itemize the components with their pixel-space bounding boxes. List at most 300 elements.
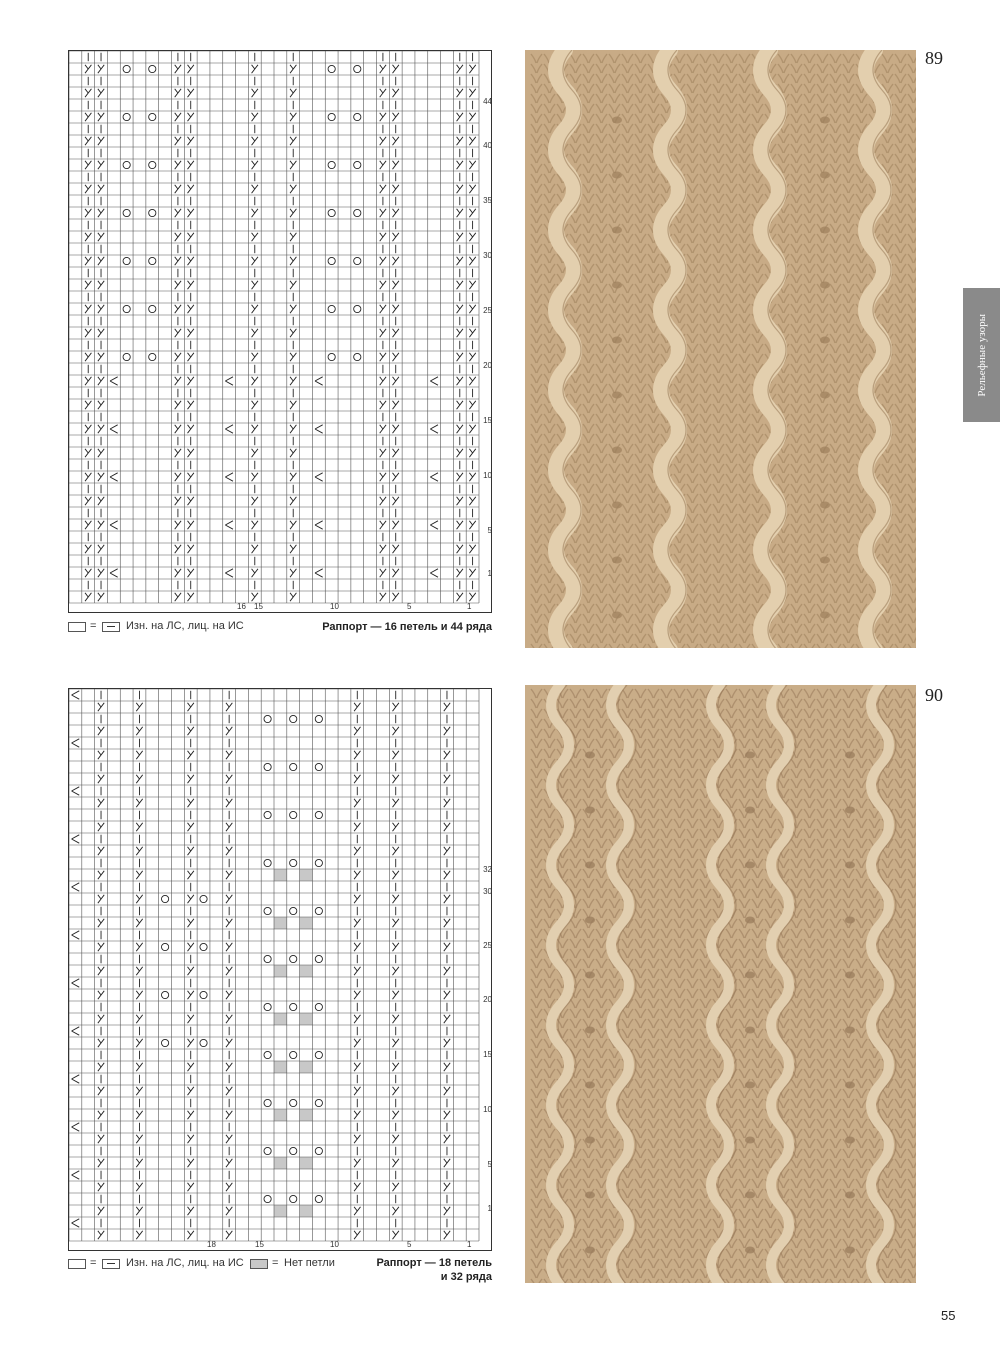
eyelet — [612, 502, 622, 509]
twisted-stitch-symbol — [393, 401, 399, 409]
twisted-stitch-symbol — [136, 847, 142, 855]
twisted-stitch-symbol — [354, 1159, 360, 1167]
twisted-stitch-symbol — [252, 257, 258, 265]
yarn-over-symbol — [290, 763, 297, 770]
eyelet — [585, 1027, 595, 1034]
twisted-stitch-symbol — [136, 1159, 142, 1167]
twisted-stitch-symbol — [175, 257, 181, 265]
twisted-stitch-symbol — [457, 137, 463, 145]
twisted-stitch-symbol — [380, 209, 386, 217]
twisted-stitch-symbol — [98, 257, 104, 265]
yarn-over-symbol — [315, 811, 322, 818]
twisted-stitch-symbol — [252, 161, 258, 169]
eyelet — [745, 1082, 755, 1089]
twisted-stitch-symbol — [444, 1231, 450, 1239]
twisted-stitch-symbol — [469, 497, 475, 505]
knitting-chart-90 — [68, 688, 492, 1251]
yarn-over-symbol — [264, 811, 271, 818]
twisted-stitch-symbol — [98, 1039, 104, 1047]
twisted-stitch-symbol — [136, 727, 142, 735]
eyelet — [845, 1082, 855, 1089]
twisted-stitch-symbol — [380, 593, 386, 601]
twisted-stitch-symbol — [469, 161, 475, 169]
eyelet — [585, 917, 595, 924]
twisted-stitch-symbol — [98, 919, 104, 927]
twisted-stitch-symbol — [469, 401, 475, 409]
twisted-stitch-symbol — [85, 257, 91, 265]
twisted-stitch-symbol — [393, 113, 399, 121]
no-stitch-cell — [300, 917, 313, 929]
decrease-symbol — [72, 1171, 80, 1179]
twisted-stitch-symbol — [380, 137, 386, 145]
twisted-stitch-symbol — [85, 161, 91, 169]
twisted-stitch-symbol — [85, 113, 91, 121]
twisted-stitch-symbol — [393, 703, 399, 711]
twisted-stitch-symbol — [188, 991, 194, 999]
twisted-stitch-symbol — [188, 353, 194, 361]
no-stitch-cell — [274, 1205, 287, 1217]
twisted-stitch-symbol — [457, 161, 463, 169]
yarn-over-symbol — [328, 113, 335, 120]
twisted-stitch-symbol — [98, 775, 104, 783]
decrease-symbol — [315, 569, 323, 577]
twisted-stitch-symbol — [136, 823, 142, 831]
twisted-stitch-symbol — [252, 305, 258, 313]
twisted-stitch-symbol — [393, 305, 399, 313]
twisted-stitch-symbol — [136, 871, 142, 879]
row-number: 20 — [483, 995, 492, 1004]
twisted-stitch-symbol — [393, 1135, 399, 1143]
rapport-89: Раппорт — 16 петель и 44 ряда — [322, 621, 492, 633]
twisted-stitch-symbol — [393, 1039, 399, 1047]
yarn-over-symbol — [149, 305, 156, 312]
twisted-stitch-symbol — [188, 233, 194, 241]
twisted-stitch-symbol — [393, 185, 399, 193]
no-stitch-cell — [300, 1013, 313, 1025]
twisted-stitch-symbol — [98, 401, 104, 409]
twisted-stitch-symbol — [175, 377, 181, 385]
twisted-stitch-symbol — [393, 943, 399, 951]
yarn-over-symbol — [328, 65, 335, 72]
twisted-stitch-symbol — [457, 401, 463, 409]
twisted-stitch-symbol — [457, 185, 463, 193]
twisted-stitch-symbol — [98, 425, 104, 433]
twisted-stitch-symbol — [469, 521, 475, 529]
twisted-stitch-symbol — [226, 1015, 232, 1023]
twisted-stitch-symbol — [188, 377, 194, 385]
yarn-over-symbol — [123, 65, 130, 72]
decrease-symbol — [430, 377, 438, 385]
twisted-stitch-symbol — [136, 751, 142, 759]
twisted-stitch-symbol — [188, 401, 194, 409]
twisted-stitch-symbol — [393, 377, 399, 385]
row-number: 15 — [483, 416, 492, 425]
twisted-stitch-symbol — [354, 1231, 360, 1239]
yarn-over-symbol — [315, 907, 322, 914]
yarn-over-symbol — [290, 859, 297, 866]
twisted-stitch-symbol — [175, 569, 181, 577]
twisted-stitch-symbol — [98, 209, 104, 217]
twisted-stitch-symbol — [188, 521, 194, 529]
twisted-stitch-symbol — [226, 1111, 232, 1119]
twisted-stitch-symbol — [98, 497, 104, 505]
yarn-over-symbol — [149, 257, 156, 264]
legend-equals: = — [272, 1257, 279, 1269]
twisted-stitch-symbol — [136, 919, 142, 927]
twisted-stitch-symbol — [393, 967, 399, 975]
yarn-over-symbol — [354, 161, 361, 168]
column-number: 5 — [407, 602, 412, 611]
yarn-over-symbol — [264, 907, 271, 914]
twisted-stitch-symbol — [380, 305, 386, 313]
twisted-stitch-symbol — [457, 329, 463, 337]
legend-blank-swatch — [68, 1259, 86, 1269]
twisted-stitch-symbol — [252, 545, 258, 553]
twisted-stitch-symbol — [457, 449, 463, 457]
twisted-stitch-symbol — [393, 1207, 399, 1215]
twisted-stitch-symbol — [175, 401, 181, 409]
twisted-stitch-symbol — [393, 497, 399, 505]
decrease-symbol — [72, 931, 80, 939]
twisted-stitch-symbol — [444, 871, 450, 879]
twisted-stitch-symbol — [354, 919, 360, 927]
eyelet — [745, 1192, 755, 1199]
twisted-stitch-symbol — [98, 1159, 104, 1167]
eyelet — [585, 752, 595, 759]
twisted-stitch-symbol — [188, 1231, 194, 1239]
twisted-stitch-symbol — [469, 569, 475, 577]
twisted-stitch-symbol — [226, 799, 232, 807]
twisted-stitch-symbol — [85, 377, 91, 385]
twisted-stitch-symbol — [175, 521, 181, 529]
twisted-stitch-symbol — [188, 329, 194, 337]
yarn-over-symbol — [149, 353, 156, 360]
twisted-stitch-symbol — [469, 353, 475, 361]
twisted-stitch-symbol — [393, 425, 399, 433]
row-number: 5 — [487, 1160, 492, 1169]
twisted-stitch-symbol — [98, 703, 104, 711]
twisted-stitch-symbol — [393, 919, 399, 927]
eyelet — [585, 807, 595, 814]
twisted-stitch-symbol — [175, 593, 181, 601]
knit-texture-89 — [525, 50, 916, 648]
twisted-stitch-symbol — [354, 727, 360, 735]
twisted-stitch-symbol — [290, 497, 296, 505]
twisted-stitch-symbol — [188, 473, 194, 481]
twisted-stitch-symbol — [290, 161, 296, 169]
twisted-stitch-symbol — [290, 209, 296, 217]
yarn-over-symbol — [264, 955, 271, 962]
eyelet — [585, 1247, 595, 1254]
twisted-stitch-symbol — [188, 449, 194, 457]
yarn-over-symbol — [328, 353, 335, 360]
twisted-stitch-symbol — [85, 497, 91, 505]
decrease-symbol — [110, 377, 118, 385]
twisted-stitch-symbol — [98, 89, 104, 97]
eyelet — [820, 447, 830, 454]
twisted-stitch-symbol — [175, 233, 181, 241]
twisted-stitch-symbol — [380, 329, 386, 337]
twisted-stitch-symbol — [457, 65, 463, 73]
twisted-stitch-symbol — [85, 305, 91, 313]
twisted-stitch-symbol — [393, 1063, 399, 1071]
twisted-stitch-symbol — [252, 401, 258, 409]
twisted-stitch-symbol — [393, 521, 399, 529]
column-number: 18 — [207, 1240, 216, 1249]
yarn-over-symbol — [328, 161, 335, 168]
yarn-over-symbol — [315, 1051, 322, 1058]
twisted-stitch-symbol — [98, 967, 104, 975]
twisted-stitch-symbol — [85, 593, 91, 601]
twisted-stitch-symbol — [393, 1159, 399, 1167]
twisted-stitch-symbol — [188, 1135, 194, 1143]
decrease-symbol — [72, 1027, 80, 1035]
no-stitch-cell — [274, 1157, 287, 1169]
twisted-stitch-symbol — [457, 281, 463, 289]
decrease-symbol — [72, 691, 80, 699]
twisted-stitch-symbol — [444, 751, 450, 759]
yarn-over-symbol — [354, 65, 361, 72]
twisted-stitch-symbol — [175, 185, 181, 193]
row-number: 30 — [483, 251, 492, 260]
no-stitch-cell — [300, 869, 313, 881]
no-stitch-cell — [300, 1109, 313, 1121]
yarn-over-symbol — [264, 1195, 271, 1202]
yarn-over-symbol — [315, 1147, 322, 1154]
decrease-symbol — [225, 569, 233, 577]
yarn-over-symbol — [354, 305, 361, 312]
twisted-stitch-symbol — [85, 569, 91, 577]
twisted-stitch-symbol — [98, 521, 104, 529]
twisted-stitch-symbol — [354, 823, 360, 831]
section-tab — [963, 288, 1000, 422]
twisted-stitch-symbol — [354, 775, 360, 783]
twisted-stitch-symbol — [188, 1039, 194, 1047]
twisted-stitch-symbol — [457, 209, 463, 217]
twisted-stitch-symbol — [354, 799, 360, 807]
decrease-symbol — [72, 787, 80, 795]
yarn-over-symbol — [315, 1099, 322, 1106]
twisted-stitch-symbol — [136, 1231, 142, 1239]
yarn-over-symbol — [161, 895, 168, 902]
page-number: 55 — [941, 1308, 956, 1323]
chart-grid-90 — [69, 689, 493, 1252]
column-number: 5 — [407, 1240, 412, 1249]
eyelet — [585, 972, 595, 979]
twisted-stitch-symbol — [380, 545, 386, 553]
twisted-stitch-symbol — [188, 209, 194, 217]
twisted-stitch-symbol — [393, 473, 399, 481]
eyelet — [612, 117, 622, 124]
twisted-stitch-symbol — [380, 401, 386, 409]
yarn-over-symbol — [354, 257, 361, 264]
twisted-stitch-symbol — [444, 1183, 450, 1191]
pattern-number-90: 90 — [925, 685, 943, 705]
yarn-over-symbol — [123, 353, 130, 360]
eyelet — [745, 972, 755, 979]
yarn-over-symbol — [123, 113, 130, 120]
twisted-stitch-symbol — [85, 425, 91, 433]
twisted-stitch-symbol — [457, 425, 463, 433]
yarn-over-symbol — [123, 305, 130, 312]
no-stitch-cell — [274, 965, 287, 977]
decrease-symbol — [72, 739, 80, 747]
yarn-over-symbol — [149, 113, 156, 120]
legend-purl-text: Изн. на ЛС, лиц. на ИС — [126, 620, 244, 632]
no-stitch-cell — [274, 1061, 287, 1073]
twisted-stitch-symbol — [469, 113, 475, 121]
twisted-stitch-symbol — [252, 425, 258, 433]
twisted-stitch-symbol — [444, 919, 450, 927]
eyelet — [612, 282, 622, 289]
twisted-stitch-symbol — [290, 473, 296, 481]
column-number: 1 — [467, 1240, 472, 1249]
twisted-stitch-symbol — [380, 65, 386, 73]
twisted-stitch-symbol — [252, 185, 258, 193]
eyelet — [845, 807, 855, 814]
legend-equals: = — [90, 620, 97, 632]
yarn-over-symbol — [315, 1195, 322, 1202]
yarn-over-symbol — [290, 1195, 297, 1202]
decrease-symbol — [430, 473, 438, 481]
twisted-stitch-symbol — [175, 281, 181, 289]
knitting-chart-89 — [68, 50, 492, 613]
twisted-stitch-symbol — [469, 329, 475, 337]
twisted-stitch-symbol — [290, 449, 296, 457]
twisted-stitch-symbol — [457, 521, 463, 529]
yarn-over-symbol — [290, 811, 297, 818]
twisted-stitch-symbol — [85, 401, 91, 409]
twisted-stitch-symbol — [188, 799, 194, 807]
twisted-stitch-symbol — [188, 113, 194, 121]
twisted-stitch-symbol — [226, 1087, 232, 1095]
eyelet — [820, 172, 830, 179]
yarn-over-symbol — [290, 1051, 297, 1058]
decrease-symbol — [72, 835, 80, 843]
twisted-stitch-symbol — [136, 775, 142, 783]
row-number: 30 — [483, 887, 492, 896]
twisted-stitch-symbol — [175, 113, 181, 121]
twisted-stitch-symbol — [188, 823, 194, 831]
yarn-over-symbol — [264, 715, 271, 722]
yarn-over-symbol — [264, 859, 271, 866]
twisted-stitch-symbol — [226, 703, 232, 711]
twisted-stitch-symbol — [188, 593, 194, 601]
twisted-stitch-symbol — [226, 1063, 232, 1071]
row-number: 10 — [483, 471, 492, 480]
twisted-stitch-symbol — [393, 545, 399, 553]
twisted-stitch-symbol — [188, 1207, 194, 1215]
twisted-stitch-symbol — [457, 473, 463, 481]
twisted-stitch-symbol — [226, 847, 232, 855]
twisted-stitch-symbol — [85, 65, 91, 73]
twisted-stitch-symbol — [252, 329, 258, 337]
eyelet — [820, 282, 830, 289]
column-number: 1 — [467, 602, 472, 611]
eyelet — [612, 172, 622, 179]
twisted-stitch-symbol — [85, 281, 91, 289]
twisted-stitch-symbol — [444, 1207, 450, 1215]
decrease-symbol — [225, 521, 233, 529]
decrease-symbol — [225, 425, 233, 433]
yarn-over-symbol — [161, 1039, 168, 1046]
twisted-stitch-symbol — [354, 703, 360, 711]
twisted-stitch-symbol — [354, 1039, 360, 1047]
twisted-stitch-symbol — [98, 1135, 104, 1143]
twisted-stitch-symbol — [354, 967, 360, 975]
twisted-stitch-symbol — [136, 1111, 142, 1119]
twisted-stitch-symbol — [136, 967, 142, 975]
twisted-stitch-symbol — [290, 329, 296, 337]
twisted-stitch-symbol — [354, 1207, 360, 1215]
decrease-symbol — [225, 377, 233, 385]
decrease-symbol — [430, 569, 438, 577]
twisted-stitch-symbol — [85, 521, 91, 529]
twisted-stitch-symbol — [354, 1135, 360, 1143]
no-stitch-cell — [300, 965, 313, 977]
twisted-stitch-symbol — [290, 257, 296, 265]
twisted-stitch-symbol — [354, 1111, 360, 1119]
no-stitch-cell — [300, 1157, 313, 1169]
column-number: 10 — [330, 602, 339, 611]
twisted-stitch-symbol — [136, 1087, 142, 1095]
twisted-stitch-symbol — [469, 377, 475, 385]
twisted-stitch-symbol — [290, 545, 296, 553]
twisted-stitch-symbol — [136, 895, 142, 903]
twisted-stitch-symbol — [98, 377, 104, 385]
twisted-stitch-symbol — [226, 991, 232, 999]
row-number: 35 — [483, 196, 492, 205]
twisted-stitch-symbol — [393, 89, 399, 97]
yarn-over-symbol — [200, 895, 207, 902]
eyelet — [820, 612, 830, 619]
twisted-stitch-symbol — [393, 209, 399, 217]
yarn-over-symbol — [123, 209, 130, 216]
twisted-stitch-symbol — [457, 497, 463, 505]
row-number: 1 — [487, 569, 492, 578]
twisted-stitch-symbol — [85, 209, 91, 217]
twisted-stitch-symbol — [226, 919, 232, 927]
column-number: 15 — [255, 1240, 264, 1249]
twisted-stitch-symbol — [175, 449, 181, 457]
twisted-stitch-symbol — [380, 257, 386, 265]
row-number: 10 — [483, 1105, 492, 1114]
twisted-stitch-symbol — [469, 257, 475, 265]
knit-sample-photo-89 — [525, 50, 916, 648]
decrease-symbol — [72, 1219, 80, 1227]
twisted-stitch-symbol — [290, 377, 296, 385]
twisted-stitch-symbol — [393, 727, 399, 735]
twisted-stitch-symbol — [98, 751, 104, 759]
twisted-stitch-symbol — [380, 353, 386, 361]
twisted-stitch-symbol — [444, 991, 450, 999]
yarn-over-symbol — [149, 161, 156, 168]
twisted-stitch-symbol — [380, 425, 386, 433]
twisted-stitch-symbol — [98, 1015, 104, 1023]
twisted-stitch-symbol — [188, 257, 194, 265]
eyelet — [612, 557, 622, 564]
twisted-stitch-symbol — [290, 425, 296, 433]
twisted-stitch-symbol — [188, 727, 194, 735]
row-number: 25 — [483, 306, 492, 315]
eyelet — [612, 447, 622, 454]
decrease-symbol — [315, 377, 323, 385]
twisted-stitch-symbol — [393, 449, 399, 457]
eyelet — [585, 1082, 595, 1089]
row-number: 20 — [483, 361, 492, 370]
twisted-stitch-symbol — [444, 1015, 450, 1023]
twisted-stitch-symbol — [136, 1207, 142, 1215]
